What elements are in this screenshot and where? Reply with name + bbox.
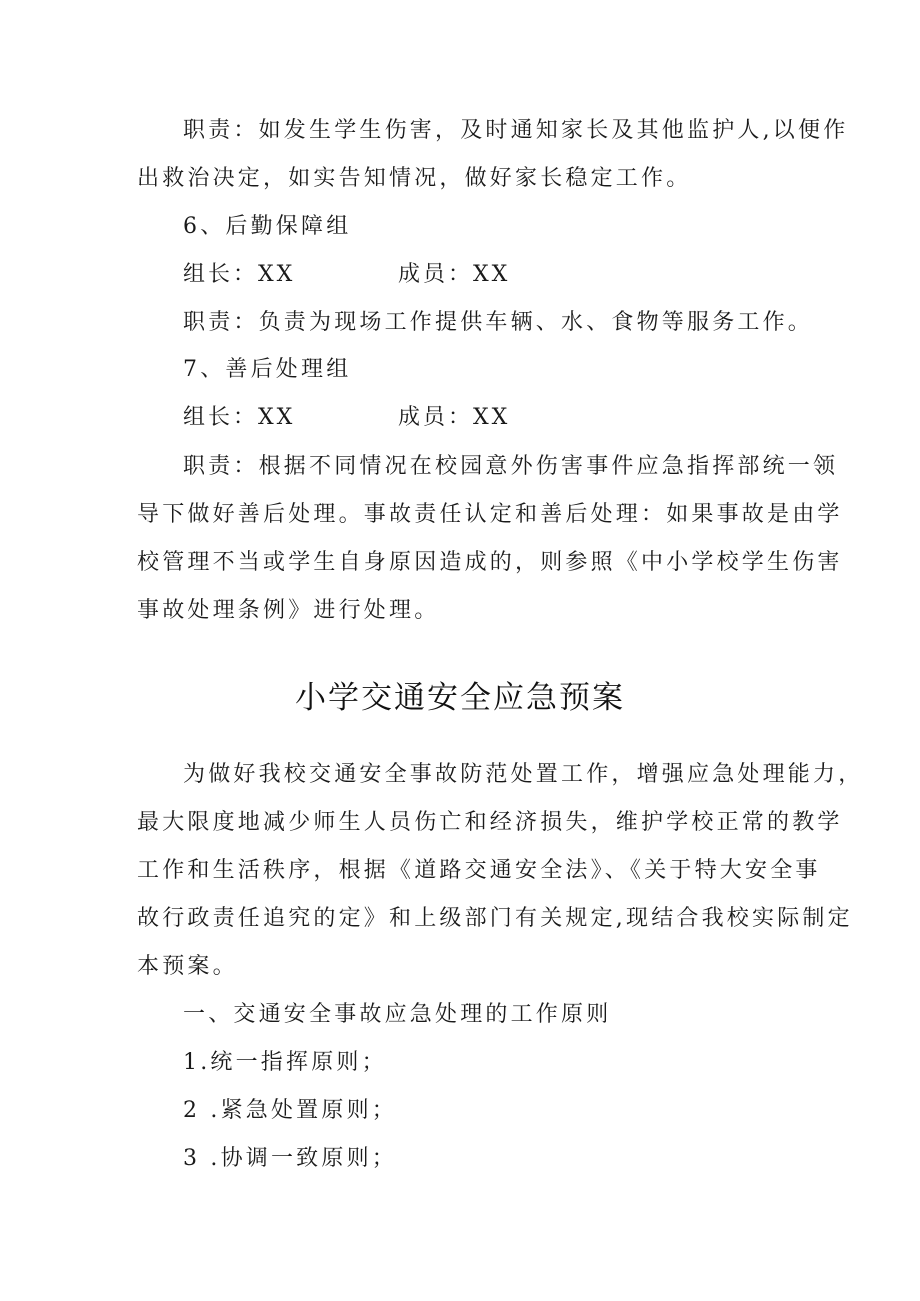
group-7-duty-line: 职责：根据不同情况在校园意外伤害事件应急指挥部统一领 bbox=[183, 454, 839, 479]
intro-line: 为做好我校交通安全事故防范处置工作，增强应急处理能力， bbox=[183, 762, 864, 787]
group-7-duty-line: 事故处理条例》进行处理。 bbox=[137, 598, 440, 623]
document-title: 小学交通安全应急预案 bbox=[295, 680, 625, 716]
group-7-leader: 组长：XX bbox=[183, 405, 296, 430]
intro-line: 本预案。 bbox=[137, 954, 238, 979]
group-6-leader: 组长：XX bbox=[183, 262, 296, 287]
group-6-members: 成员：XX bbox=[398, 262, 511, 287]
intro-line: 故行政责任追究的定》和上级部门有关规定,现结合我校实际制定 bbox=[137, 906, 853, 931]
duty-5-line-2: 出救治决定，如实告知情况，做好家长稳定工作。 bbox=[137, 166, 692, 191]
principle-item: 3 .协调一致原则； bbox=[183, 1146, 397, 1171]
principle-item: 1.统一指挥原则； bbox=[183, 1050, 387, 1075]
group-7-heading: 7、善后处理组 bbox=[183, 357, 352, 382]
principles-heading: 一、交通安全事故应急处理的工作原则 bbox=[183, 1002, 612, 1027]
duty-5-line-1: 职责：如发生学生伤害，及时通知家长及其他监护人,以便作 bbox=[183, 118, 849, 143]
group-7-duty-line: 导下做好善后处理。事故责任认定和善后处理：如果事故是由学 bbox=[137, 502, 843, 527]
principle-item: 2 .紧急处置原则； bbox=[183, 1098, 397, 1123]
group-6-heading: 6、后勤保障组 bbox=[183, 214, 352, 239]
group-6-duty: 职责：负责为现场工作提供车辆、水、食物等服务工作。 bbox=[183, 310, 814, 335]
intro-line: 工作和生活秩序，根据《道路交通安全法》、《关于特大安全事 bbox=[137, 858, 821, 883]
group-7-duty-line: 校管理不当或学生自身原因造成的，则参照《中小学校学生伤害 bbox=[137, 550, 843, 575]
group-7-members: 成员：XX bbox=[398, 405, 511, 430]
intro-line: 最大限度地减少师生人员伤亡和经济损失，维护学校正常的教学 bbox=[137, 810, 843, 835]
